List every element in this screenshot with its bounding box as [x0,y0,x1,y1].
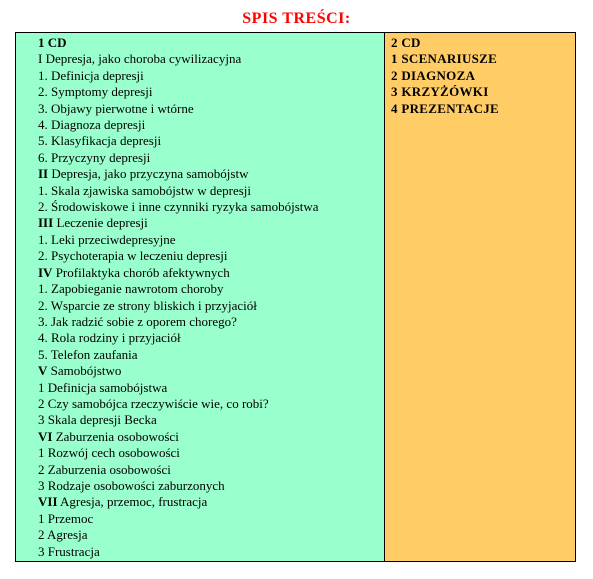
toc-line-text: 1. Leki przeciwdepresyjne [38,231,176,247]
toc-line-text: 6. Przyczyny depresji [38,149,151,165]
contents-table [15,32,576,562]
toc-line-text: Profilaktyka chorób afektywnych [52,264,230,280]
toc-line [38,478,384,494]
toc-line [38,429,384,445]
toc-line-text: Samobójstwo [47,363,122,379]
materials-item: 1 SCENARIUSZE [391,51,498,67]
toc-line-text: Leczenie depresji [53,215,148,231]
toc-line [38,544,384,560]
toc-line-text: 1 Definicja samobójstwa [38,379,168,395]
toc-line-text: 1. Zapobieganie nawrotom choroby [38,281,224,297]
toc-line-text: 3. Objawy pierwotne i wtórne [38,100,194,116]
toc-line [38,150,384,166]
toc-line [38,412,384,428]
toc-line [38,462,384,478]
toc-line [38,298,384,314]
toc-line [38,281,384,297]
toc-line [38,51,384,67]
toc-line-text: Agresja, przemoc, frustracja [57,494,208,510]
toc-line-text: 1. Skala zjawiska samobójstw w depresji [38,182,252,198]
materials-item: 2 DIAGNOZA [391,67,476,83]
toc-line [38,117,384,133]
right-column [385,33,575,561]
toc-line-text: 3. Jak radzić sobie z oporem chorego? [38,313,237,329]
toc-line [38,199,384,215]
toc-line-text: 1 Przemoc [38,510,94,526]
toc-line-text: Depresja, jako przyczyna samobójstw [48,166,249,182]
toc-line [38,101,384,117]
section-numeral: IV [38,264,53,280]
section-numeral: III [38,215,54,231]
toc-line-text: 4. Diagnoza depresji [38,117,146,133]
toc-line-text: 2. Symptomy depresji [38,84,153,100]
toc-line [38,166,384,182]
toc-line-text: 2. Psychoterapia w leczeniu depresji [38,248,228,264]
toc-line [38,215,384,231]
toc-line [38,248,384,264]
toc-line [38,445,384,461]
toc-line-text: 1 CD [38,35,67,50]
toc-line [38,511,384,527]
toc-line [38,68,384,84]
toc-line-text: 2 Agresja [38,527,88,543]
toc-line-text: 2. Środowiskowe i inne czynniki ryzyka samobójstwa [38,199,319,215]
toc-line-text: 5. Telefon zaufania [38,346,138,362]
toc-line [38,380,384,396]
toc-line [38,84,384,100]
toc-line-text: 3 Frustracja [38,543,100,559]
section-numeral: V [38,363,48,379]
toc-line-text: 2 Zaburzenia osobowości [38,461,171,477]
toc-line [38,183,384,199]
section-numeral: VI [38,428,53,444]
toc-line-text: 1 Rozwój cech osobowości [38,445,180,461]
toc-line [38,527,384,543]
materials-item: 4 PREZENTACJE [391,100,500,116]
page-title: SPIS TREŚCI: [242,10,351,27]
toc-line [38,396,384,412]
left-column [16,33,385,561]
toc-line-text: 4. Rola rodziny i przyjaciół [38,330,181,346]
section-numeral: VII [38,494,58,510]
toc-line [38,363,384,379]
toc-line-text: 2 Czy samobójca rzeczywiście wie, co robi? [38,395,269,411]
toc-line [38,133,384,149]
toc-line [38,265,384,281]
toc-line [38,494,384,510]
toc-line-text: Zaburzenia osobowości [52,428,179,444]
toc-line [38,347,384,363]
materials-item: 3 KRZYŻÓWKI [391,84,489,100]
toc-line-text: I Depresja, jako choroba cywilizacyjna [38,51,242,67]
toc-line-text: 5. Klasyfikacja depresji [38,133,162,149]
toc-line [38,35,384,51]
section-numeral: II [38,166,49,182]
toc-line-text: 3 Rodzaje osobowości zaburzonych [38,477,225,493]
toc-line [38,314,384,330]
toc-line-text: 3 Skala depresji Becka [38,412,157,428]
toc-line [38,330,384,346]
toc-line-text: 1. Definicja depresji [38,67,144,83]
toc-line-text: 2. Wsparcie ze strony bliskich i przyjaciół [38,297,257,313]
materials-item: 2 CD [391,35,421,50]
toc-line [38,232,384,248]
